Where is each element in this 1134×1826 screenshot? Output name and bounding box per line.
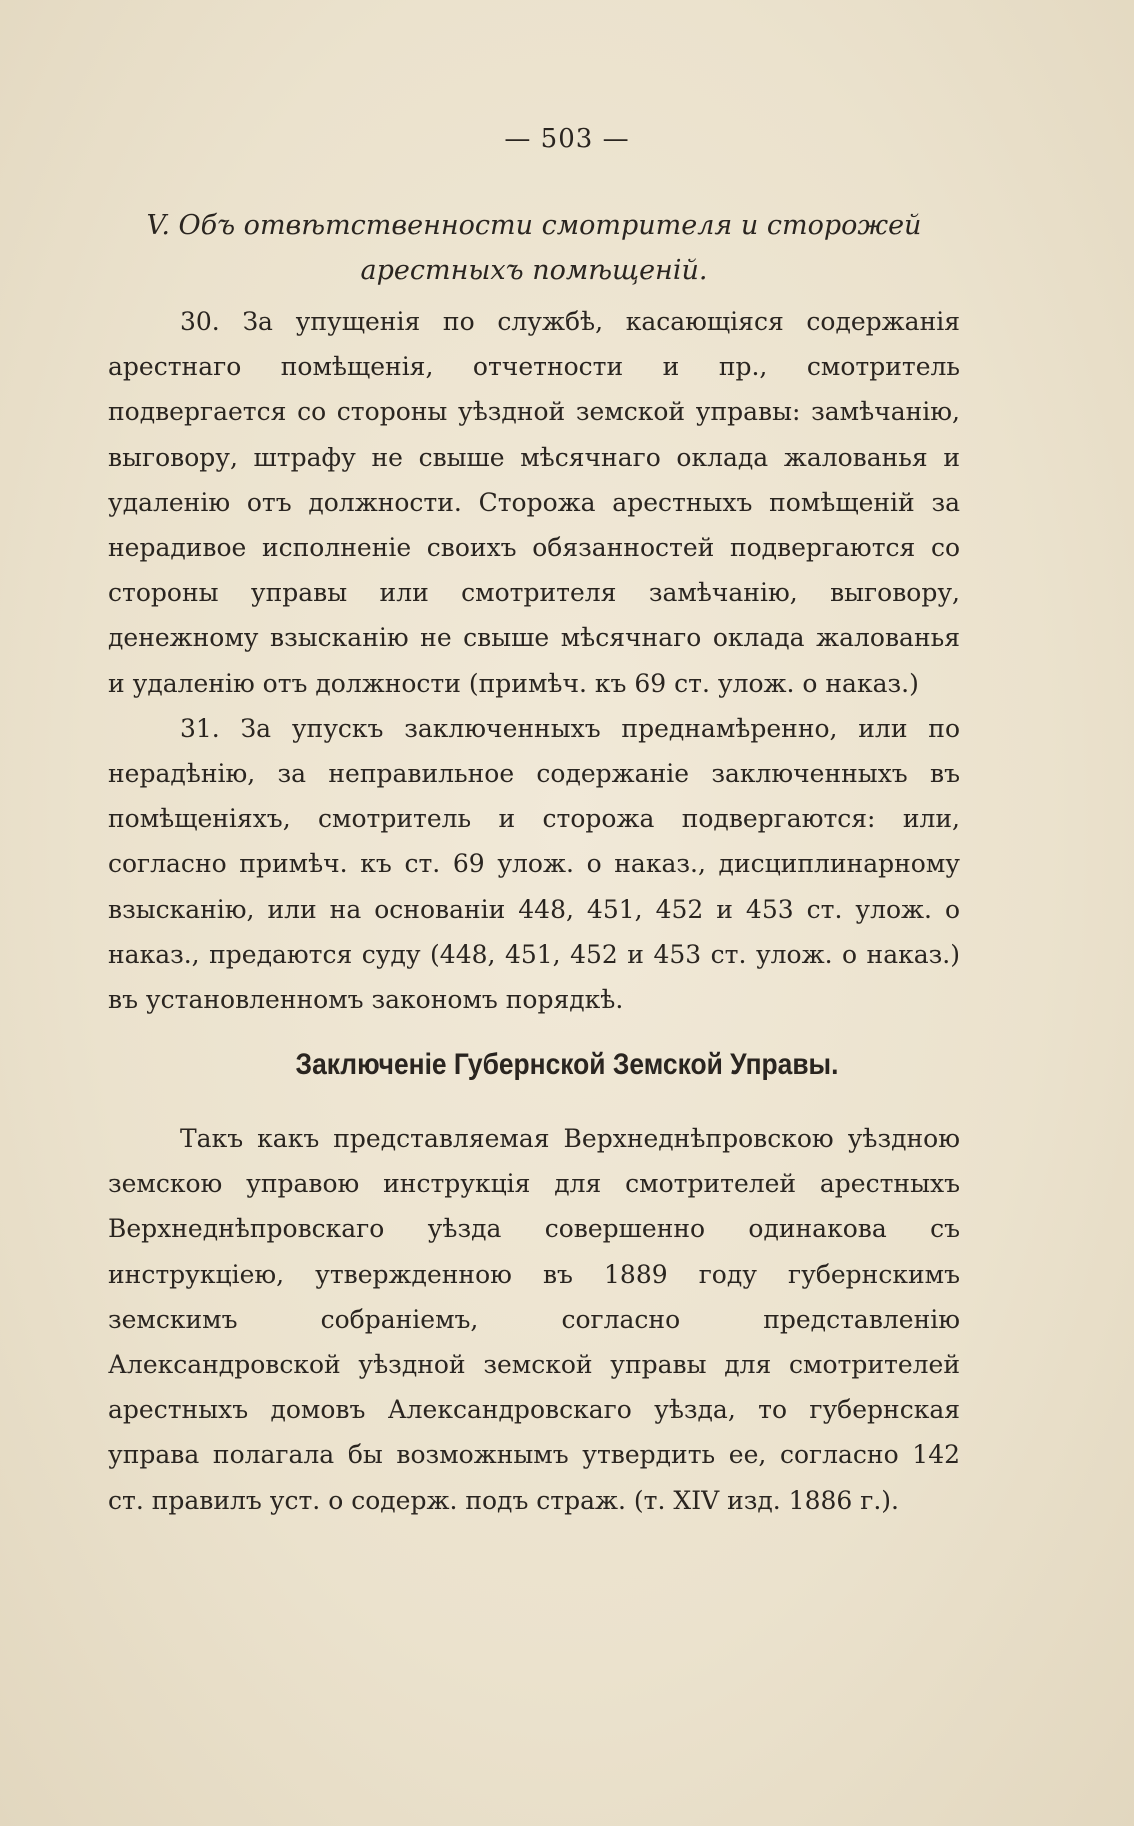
article-30: 30. За упущенія по службѣ, касающіяся содержанія арестнаго помѣщенія, отчетности и пр., смотритель подвергается со стороны уѣздной земской управы: замѣчанію, выговору, штрафу не свыше мѣсячнаго оклада жалованья и удаленію отъ должности. Сторожа арестныхъ помѣщеній за нерадивое исполненіе своихъ обязанностей подвергаются со стороны управы или смотрителя замѣчанію, выговору, денежному взысканію не свыше мѣсячнаго оклада жалованья и удаленію отъ должности (примѣч. къ 69 ст. улож. о наказ.) xyxy=(108,307,960,698)
page-number: — 503 — xyxy=(504,124,630,154)
articles xyxy=(108,299,960,1022)
section-title: V. Объ отвѣтственности смотрителя и сторожей арестныхъ помѣщеній. xyxy=(146,210,922,286)
conclusion-heading: Заключеніе Губернской Земской Управы. xyxy=(295,1048,839,1081)
article-31: 31. За упускъ заключенныхъ преднамѣренно, или по нерадѣнію, за неправильное содержаніе заключенныхъ въ помѣщеніяхъ, смотритель и сторожа подвергаются: или, согласно примѣч. къ ст. 69 улож. о наказ., дисциплинарному взысканію, или на основаніи 448, 451, 452 и 453 ст. улож. о наказ., предаются суду (448, 451, 452 и 453 ст. улож. о наказ.) въ установленномъ закономъ порядкѣ. xyxy=(108,713,960,1015)
conclusion-body xyxy=(108,1116,960,1523)
conclusion-paragraph: Такъ какъ представляемая Верхнеднѣпровскою уѣздною земскою управою инструкція для смотрителей арестныхъ Верхнеднѣпровскаго уѣзда совершенно одинакова съ инструкціею, утвержденною въ 1889 году губернскимъ земскимъ собраніемъ, согласно представленію Александровской уѣздной земской управы для смотрителей арестныхъ домовъ Александровскаго уѣзда, то губернская управа полагала бы возможнымъ утвердить ее, согласно 142 ст. правилъ уст. о содерж. подъ страж. (т. XIV изд. 1886 г.). xyxy=(108,1124,960,1515)
